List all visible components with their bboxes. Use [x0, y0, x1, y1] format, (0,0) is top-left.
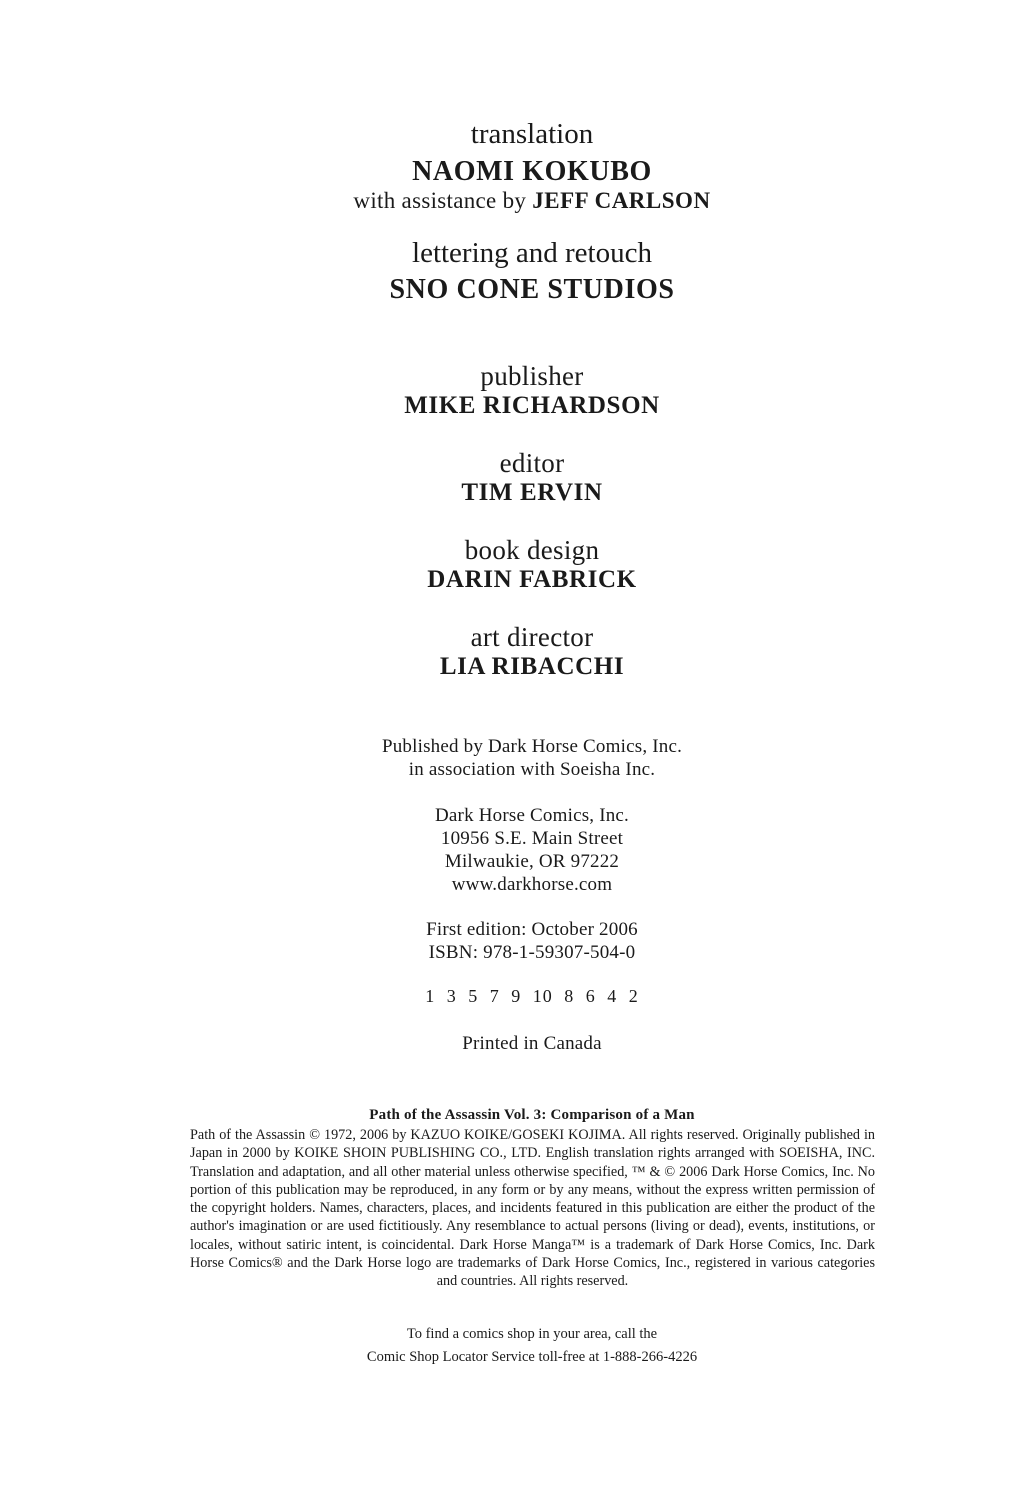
assistance-prefix: with assistance by	[353, 188, 527, 213]
website: www.darkhorse.com	[451, 874, 613, 895]
edition: First edition: October 2006	[426, 919, 638, 940]
published-by: Published by Dark Horse Comics, Inc.	[381, 736, 683, 757]
association: in association with Soeisha Inc.	[408, 759, 656, 780]
assistance-line	[0, 188, 1024, 214]
publisher-address	[0, 804, 1024, 896]
legal-title: Path of the Assassin Vol. 3: Comparison of a Man	[369, 1107, 695, 1123]
address-line: Milwaukie, OR 97222	[444, 851, 620, 872]
translation-role: translation	[470, 118, 594, 150]
shop-locator	[0, 1323, 1024, 1369]
design-name: DARIN FABRICK	[427, 566, 637, 593]
lettering-name: SNO CONE STUDIOS	[389, 274, 675, 305]
assistant-name: JEFF CARLSON	[532, 188, 711, 213]
address-line: Dark Horse Comics, Inc.	[434, 805, 630, 826]
address-line: 10956 S.E. Main Street	[440, 828, 624, 849]
translator-name: NAOMI KOKUBO	[412, 156, 652, 187]
isbn: ISBN: 978-1-59307-504-0	[428, 942, 636, 963]
locator-line-1: To find a comics shop in your area, call the	[406, 1326, 658, 1342]
design-role: book design	[464, 535, 600, 565]
lettering-role: lettering and retouch	[412, 237, 652, 269]
publication-info	[0, 735, 1024, 781]
publisher-name: MIKE RICHARDSON	[404, 392, 660, 419]
publisher-role: publisher	[480, 361, 584, 391]
printed-in: Printed in Canada	[462, 1033, 602, 1054]
legal-text: Path of the Assassin © 1972, 2006 by KAZUO KOIKE/GOSEKI KOJIMA. All rights reserved. Originally published in Japan in 2000 by KOIKE SHOIN PUBLISHING CO., LTD. English translation rights arranged with SOEISHA, INC. Translation and adaptation, and all other material unless otherwise specified, ™ & © 2006 Dark Horse Comics, Inc. No portion of this publication may be reproduced, in any form or by any means, without the express written permission of the copyright holders. Names, characters, places, and incidents featured in this publication are either the product of the author's imagination or are used fictitiously. Any resemblance to actual persons (living or dead), events, institutions, or locales, without satiric intent, is coincidental. Dark Horse Manga™ is a trademark of Dark Horse Comics, Inc. Dark Horse Comics® and the Dark Horse logo are trademarks of Dark Horse Comics, Inc., registered in various categories and countries. All rights reserved.	[190, 1127, 875, 1290]
locator-line-2: Comic Shop Locator Service toll-free at 1-888-266-4226	[366, 1349, 698, 1365]
art-director-name: LIA RIBACCHI	[439, 653, 625, 680]
editor-role: editor	[499, 448, 565, 478]
editor-name: TIM ERVIN	[461, 479, 603, 506]
print-run: 1 3 5 7 9 10 8 6 4 2	[425, 986, 639, 1006]
edition-info	[0, 918, 1024, 964]
art-director-role: art director	[470, 622, 594, 652]
